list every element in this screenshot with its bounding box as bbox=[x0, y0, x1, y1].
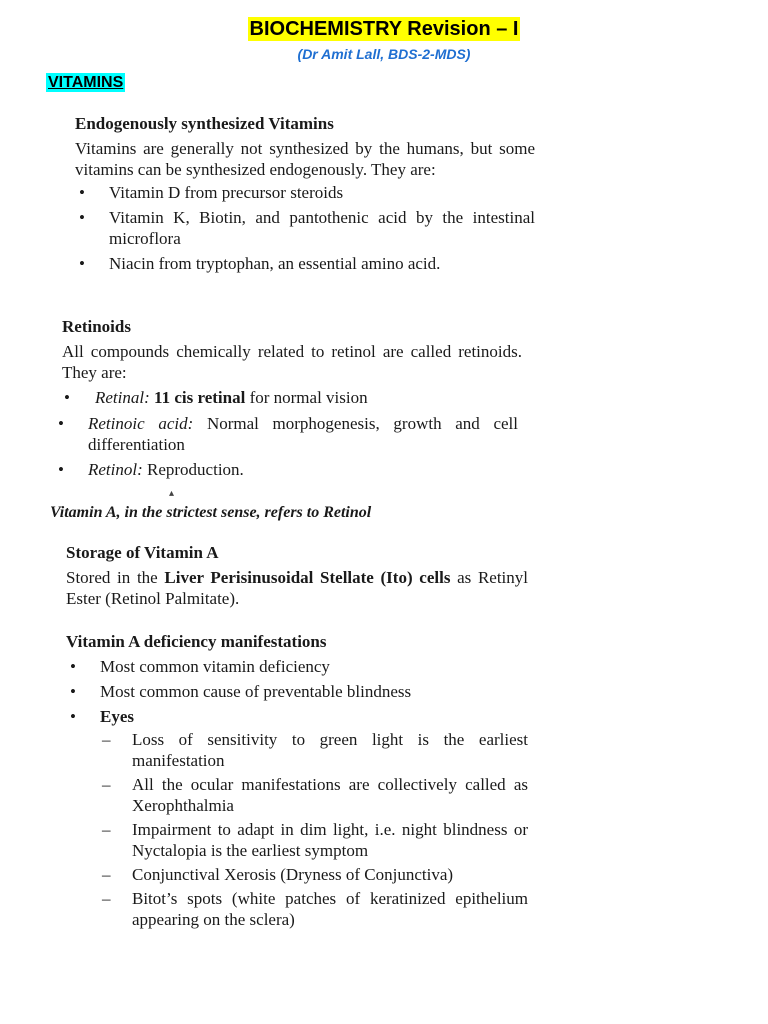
bullet-icon: • bbox=[79, 183, 85, 202]
list-item-text: Niacin from tryptophan, an essential amino acid. bbox=[109, 254, 441, 273]
retinoid-desc: for normal vision bbox=[245, 388, 368, 407]
deficiency-list bbox=[66, 656, 528, 930]
retinoids-section bbox=[62, 316, 522, 383]
sublist-item-text: Impairment to adapt in dim light, i.e. night blindness or Nyctalopia is the earliest symptom bbox=[132, 820, 528, 860]
document-title bbox=[0, 18, 768, 41]
list-item bbox=[75, 207, 535, 249]
sublist-item-text: Conjunctival Xerosis (Dryness of Conjunctiva) bbox=[132, 865, 454, 884]
sublist-item bbox=[100, 888, 528, 930]
list-item bbox=[66, 656, 528, 677]
dash-icon: – bbox=[102, 865, 111, 884]
sublist-item bbox=[100, 864, 528, 885]
list-item bbox=[58, 459, 518, 480]
endogenous-heading: Endogenously synthesized Vitamins bbox=[75, 114, 334, 133]
bullet-icon: • bbox=[70, 657, 76, 676]
dash-icon: – bbox=[102, 889, 111, 908]
section-label bbox=[46, 74, 125, 92]
storage-text-end: as Retinyl Ester (Retinol Palmitate). bbox=[66, 568, 529, 608]
list-item-text: Vitamin D from precursor steroids bbox=[109, 183, 344, 202]
list-item bbox=[58, 387, 518, 408]
stray-mark-icon: ▴ bbox=[169, 488, 175, 499]
eyes-sublist bbox=[100, 729, 528, 930]
strict-sense-note: Vitamin A, in the strictest sense, refers to Retinol bbox=[50, 504, 372, 521]
sublist-item bbox=[100, 729, 528, 771]
eyes-label: Eyes bbox=[100, 707, 134, 726]
retinoid-term: Retinal: bbox=[95, 388, 150, 407]
sublist-item bbox=[100, 774, 528, 816]
deficiency-heading: Vitamin A deficiency manifestations bbox=[66, 632, 327, 651]
storage-section bbox=[66, 542, 528, 609]
section-label-text: VITAMINS bbox=[48, 74, 124, 91]
title-highlight: BIOCHEMISTRY Revision – I bbox=[249, 18, 519, 40]
list-item bbox=[75, 253, 535, 274]
retinoids-list bbox=[58, 387, 518, 484]
endogenous-section bbox=[75, 113, 535, 278]
storage-cells: Liver Perisinusoidal Stellate (Ito) cells bbox=[164, 568, 451, 587]
endogenous-list bbox=[75, 182, 535, 274]
sublist-item bbox=[100, 819, 528, 861]
dash-icon: – bbox=[102, 775, 111, 794]
retinoid-desc: Normal morphogenesis, growth and cell differentiation bbox=[88, 414, 519, 454]
retinoids-intro: All compounds chemically related to retinol are called retinoids. They are: bbox=[62, 342, 522, 382]
storage-heading: Storage of Vitamin A bbox=[66, 543, 219, 562]
dash-icon: – bbox=[102, 820, 111, 839]
list-item bbox=[66, 681, 528, 702]
retinoid-term: Retinol: bbox=[88, 460, 143, 479]
list-item bbox=[66, 706, 528, 930]
bullet-icon: • bbox=[64, 388, 70, 407]
bullet-icon: • bbox=[58, 460, 64, 479]
list-item-text: Vitamin K, Biotin, and pantothenic acid by the intestinal microflora bbox=[109, 208, 535, 248]
list-item-text: Most common vitamin deficiency bbox=[100, 657, 330, 676]
endogenous-intro: Vitamins are generally not synthesized by the humans, but some vitamins can be synthesized endogenously. They are: bbox=[75, 139, 535, 179]
list-item-text: Most common cause of preventable blindness bbox=[100, 682, 412, 701]
bullet-icon: • bbox=[79, 208, 85, 227]
list-item bbox=[58, 413, 518, 455]
sublist-item-text: All the ocular manifestations are collectively called as Xerophthalmia bbox=[132, 775, 528, 815]
list-item bbox=[75, 182, 535, 203]
dash-icon: – bbox=[102, 730, 111, 749]
retinoid-desc: Reproduction. bbox=[142, 460, 244, 479]
sublist-item-text: Bitot’s spots (white patches of keratinized epithelium appearing on the sclera) bbox=[132, 889, 528, 929]
retinoids-heading: Retinoids bbox=[62, 317, 131, 336]
bullet-icon: • bbox=[79, 254, 85, 273]
storage-text bbox=[66, 567, 528, 609]
retinoid-term: Retinoic acid: bbox=[88, 414, 194, 433]
bullet-icon: • bbox=[70, 707, 76, 726]
deficiency-section bbox=[66, 631, 528, 934]
retinoid-strong: 11 cis retinal bbox=[154, 388, 246, 407]
bullet-icon: • bbox=[58, 414, 64, 433]
storage-text-start: Stored in the bbox=[66, 568, 165, 587]
author-line: (Dr Amit Lall, BDS-2-MDS) bbox=[297, 46, 471, 62]
bullet-icon: • bbox=[70, 682, 76, 701]
sublist-item-text: Loss of sensitivity to green light is the earliest manifestation bbox=[132, 730, 528, 770]
